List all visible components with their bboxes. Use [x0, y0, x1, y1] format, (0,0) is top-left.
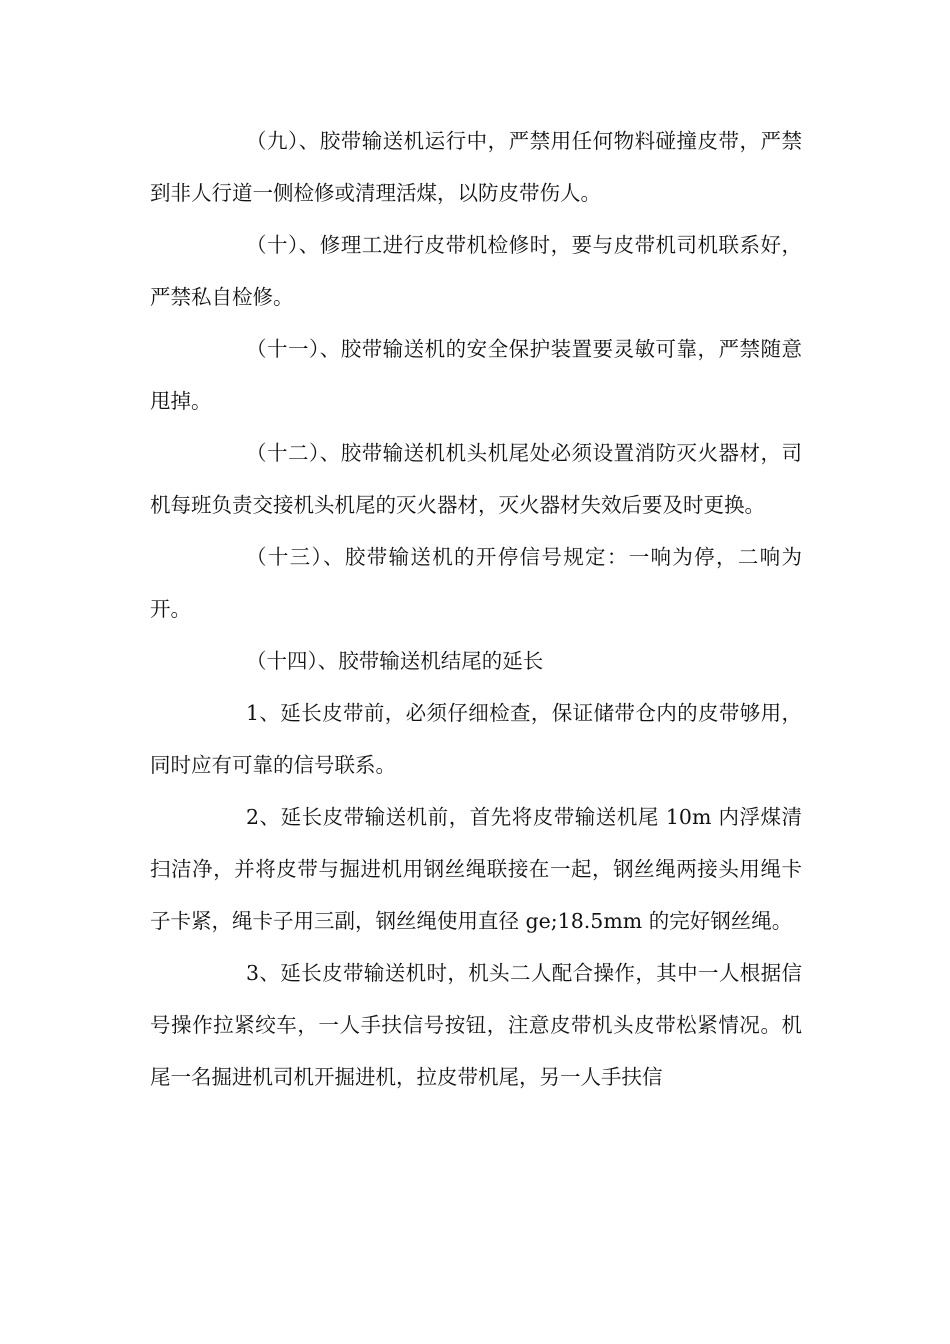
paragraph-14-item-3: 3、延长皮带输送机时，机头二人配合操作，其中一人根据信号操作拉紧绞车，一人手扶信号按钮，注意皮带机头皮带松紧情况。机尾一名掘进机司机开掘进机，拉皮带机尾，另一人手扶信: [150, 961, 802, 1089]
paragraph-14-item-1: 1、延长皮带前，必须仔细检查，保证储带仓内的皮带够用，同时应有可靠的信号联系。: [150, 701, 802, 777]
paragraph-10: （十）、修理工进行皮带机检修时，要与皮带机司机联系好，严禁私自检修。: [150, 233, 802, 309]
paragraph-12: （十二）、胶带输送机机头机尾处必须设置消防灭火器材，司机每班负责交接机头机尾的灭火器材，灭火器材失效后要及时更换。: [150, 441, 802, 517]
paragraph-9: （九）、胶带输送机运行中，严禁用任何物料碰撞皮带，严禁到非人行道一侧检修或清理活煤，以防皮带伤人。: [150, 129, 802, 205]
paragraph-14-item-2: 2、延长皮带输送机前，首先将皮带输送机尾 10m 内浮煤清扫洁净，并将皮带与掘进机用钢丝绳联接在一起，钢丝绳两接头用绳卡子卡紧，绳卡子用三副，钢丝绳使用直径 ge;18.5mm 的完好钢丝绳。: [150, 805, 802, 933]
paragraph-13: （十三）、胶带输送机的开停信号规定：一响为停，二响为开。: [150, 545, 802, 621]
paragraph-14-heading: （十四）、胶带输送机结尾的延长: [246, 649, 544, 673]
paragraph-11: （十一）、胶带输送机的安全保护装置要灵敏可靠，严禁随意甩掉。: [150, 337, 802, 413]
document-body: [150, 115, 802, 1103]
